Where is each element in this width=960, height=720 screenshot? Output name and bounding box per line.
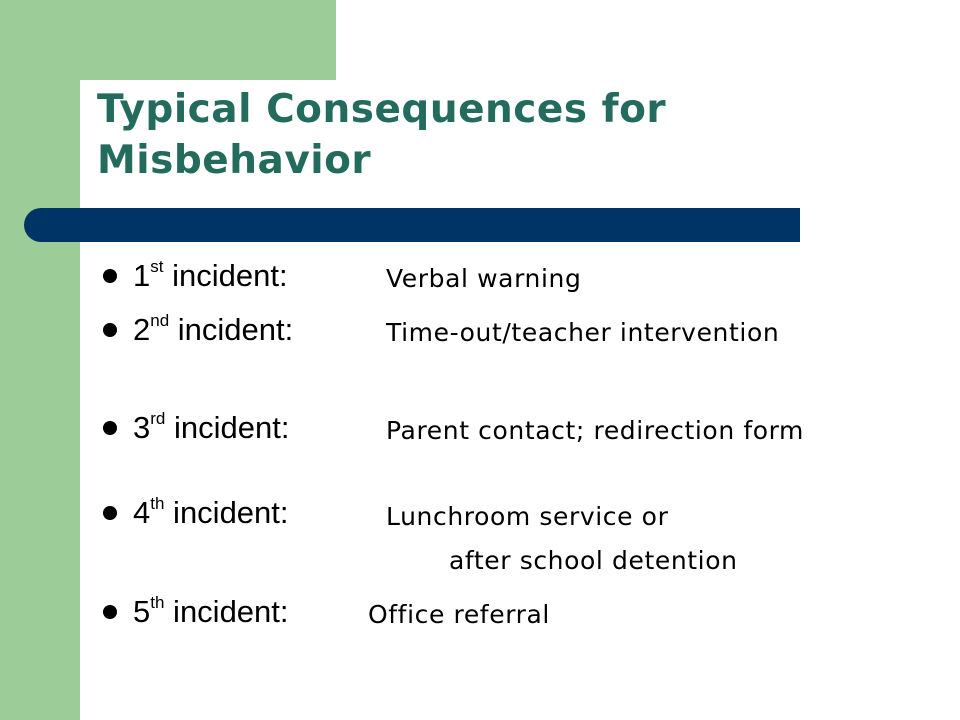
incident-number: 2 — [133, 312, 151, 347]
top-decor-band — [80, 0, 336, 80]
ordinal-suffix: nd — [150, 311, 170, 330]
bullet-icon — [103, 421, 117, 435]
slide-title: Typical Consequences for Misbehavior — [97, 87, 667, 183]
bullet-icon — [103, 605, 117, 619]
ordinal-suffix: th — [150, 593, 165, 612]
incident-number: 3 — [133, 410, 151, 445]
list-item — [0, 310, 960, 350]
ordinal-suffix: th — [150, 494, 165, 513]
ordinal-suffix: st — [150, 257, 164, 276]
consequence-text: Lunchroom service or — [386, 502, 669, 531]
incident-label — [133, 408, 289, 448]
incident-word: incident: — [163, 258, 288, 293]
incident-word: incident: — [165, 410, 290, 445]
ordinal-suffix: rd — [150, 409, 166, 428]
incident-number: 1 — [133, 258, 151, 293]
incident-label — [133, 592, 289, 632]
consequence-text-continued: after school detention — [449, 546, 738, 575]
incident-word: incident: — [164, 495, 289, 530]
list-item — [0, 256, 960, 296]
consequence-text: Office referral — [368, 600, 550, 629]
bullet-icon — [103, 323, 117, 337]
bullet-icon — [103, 506, 117, 520]
incident-word: incident: — [169, 312, 294, 347]
incident-label — [133, 493, 289, 533]
incident-number: 4 — [133, 495, 151, 530]
incident-word: incident: — [164, 594, 289, 629]
bullet-icon — [103, 269, 117, 283]
incident-label — [133, 310, 293, 350]
consequence-text: Parent contact; redirection form — [386, 416, 805, 445]
list-item — [0, 493, 960, 583]
incident-number: 5 — [133, 594, 151, 629]
consequence-text: Time-out/teacher intervention — [386, 318, 780, 347]
title-underline-bar — [24, 208, 800, 242]
list-item — [0, 592, 960, 632]
incident-label — [133, 256, 288, 296]
consequence-text: Verbal warning — [386, 264, 582, 293]
list-item — [0, 408, 960, 448]
